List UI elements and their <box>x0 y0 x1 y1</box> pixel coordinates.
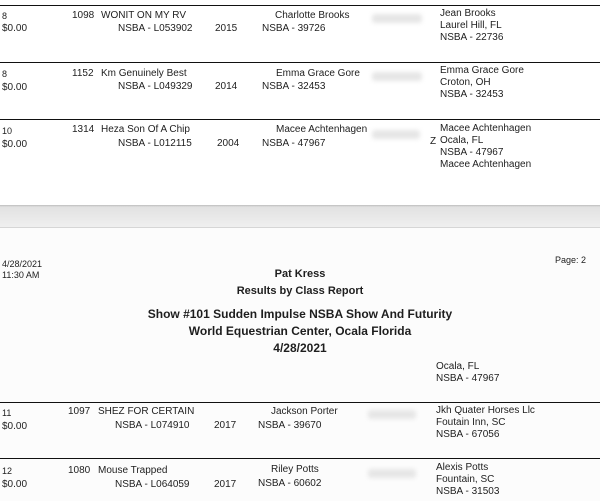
redacted-field <box>368 410 416 419</box>
owner-line: Croton, OH <box>440 77 491 88</box>
place: 11 <box>2 408 12 418</box>
rider-registration: NSBA - 32453 <box>262 81 326 92</box>
place: 8 <box>2 69 8 79</box>
report-time: 11:30 AM <box>2 270 40 280</box>
owner-line: Macee Achtenhagen <box>440 159 532 170</box>
prize-amount: $0.00 <box>2 23 28 34</box>
foal-year: 2015 <box>215 23 238 34</box>
owner-line: NSBA - 67056 <box>436 429 500 440</box>
owner-line: Fountain, SC <box>436 474 495 485</box>
back-number: 1097 <box>68 406 91 417</box>
owner-line: Laurel Hill, FL <box>440 20 502 31</box>
owner-line: Ocala, FL <box>440 135 484 146</box>
owner-line: NSBA - 47967 <box>440 147 504 158</box>
place: 12 <box>2 466 13 476</box>
horse-name: Km Genuinely Best <box>101 68 187 79</box>
foal-year: 2004 <box>217 138 240 149</box>
horse-name: Heza Son Of A Chip <box>101 124 190 135</box>
header-name: Pat Kress <box>274 268 326 280</box>
horse-registration: NSBA - L064059 <box>115 479 190 490</box>
rider-name: Charlotte Brooks <box>275 10 350 21</box>
carryover-line: NSBA - 47967 <box>436 373 500 384</box>
redacted-field <box>372 130 420 139</box>
owner-line: NSBA - 32453 <box>440 89 504 100</box>
back-number: 1080 <box>68 465 91 476</box>
owner-line: NSBA - 22736 <box>440 32 504 43</box>
page-number: Page: 2 <box>555 255 587 265</box>
back-number: 1098 <box>72 10 95 21</box>
prize-amount: $0.00 <box>2 139 28 150</box>
owner-line: Emma Grace Gore <box>440 65 524 76</box>
report-date: 4/28/2021 <box>2 259 43 269</box>
venue: World Equestrian Center, Ocala Florida <box>188 324 412 338</box>
carryover-line: Ocala, FL <box>436 361 480 372</box>
owner-line: Macee Achtenhagen <box>440 123 532 134</box>
rider-registration: NSBA - 60602 <box>258 478 322 489</box>
owner-line: NSBA - 31503 <box>436 486 500 497</box>
owner-line: Jkh Quater Horses Llc <box>436 405 535 416</box>
horse-name: SHEZ FOR CERTAIN <box>98 406 195 417</box>
rider-registration: NSBA - 39670 <box>258 420 322 431</box>
prize-amount: $0.00 <box>2 479 28 490</box>
marker: Z <box>430 136 437 147</box>
place: 10 <box>2 126 13 136</box>
back-number: 1314 <box>72 124 95 135</box>
rider-name: Emma Grace Gore <box>276 68 360 79</box>
foal-year: 2017 <box>214 479 237 490</box>
prize-amount: $0.00 <box>2 82 28 93</box>
back-number: 1152 <box>72 68 94 79</box>
place: 8 <box>2 11 8 21</box>
row-divider <box>0 62 600 63</box>
horse-registration: NSBA - L012115 <box>118 138 192 149</box>
horse-registration: NSBA - L074910 <box>115 420 190 431</box>
owner-line: Jean Brooks <box>440 8 496 19</box>
prize-amount: $0.00 <box>2 421 28 432</box>
show-date: 4/28/2021 <box>273 341 327 355</box>
row-divider <box>0 119 600 120</box>
owner-line: Foutain Inn, SC <box>436 417 506 428</box>
redacted-field <box>372 72 422 81</box>
redacted-field <box>368 469 416 478</box>
horse-name: Mouse Trapped <box>98 465 168 476</box>
row-divider <box>0 402 600 403</box>
rider-name: Riley Potts <box>271 464 319 475</box>
report-title: Results by Class Report <box>236 285 364 297</box>
rider-registration: NSBA - 47967 <box>262 138 326 149</box>
rider-name: Jackson Porter <box>271 406 338 417</box>
redacted-field <box>372 14 422 23</box>
row-divider <box>0 5 600 6</box>
page-break <box>0 205 600 228</box>
row-divider <box>0 458 600 459</box>
owner-line: Alexis Potts <box>436 462 489 473</box>
foal-year: 2017 <box>214 420 237 431</box>
show-title: Show #101 Sudden Impulse NSBA Show And Futurity <box>147 307 453 321</box>
horse-registration: NSBA - L053902 <box>118 23 193 34</box>
horse-registration: NSBA - L049329 <box>118 81 193 92</box>
rider-name: Macee Achtenhagen <box>276 124 368 135</box>
foal-year: 2014 <box>215 81 238 92</box>
rider-registration: NSBA - 39726 <box>262 23 326 34</box>
horse-name: WONIT ON MY RV <box>101 10 187 21</box>
